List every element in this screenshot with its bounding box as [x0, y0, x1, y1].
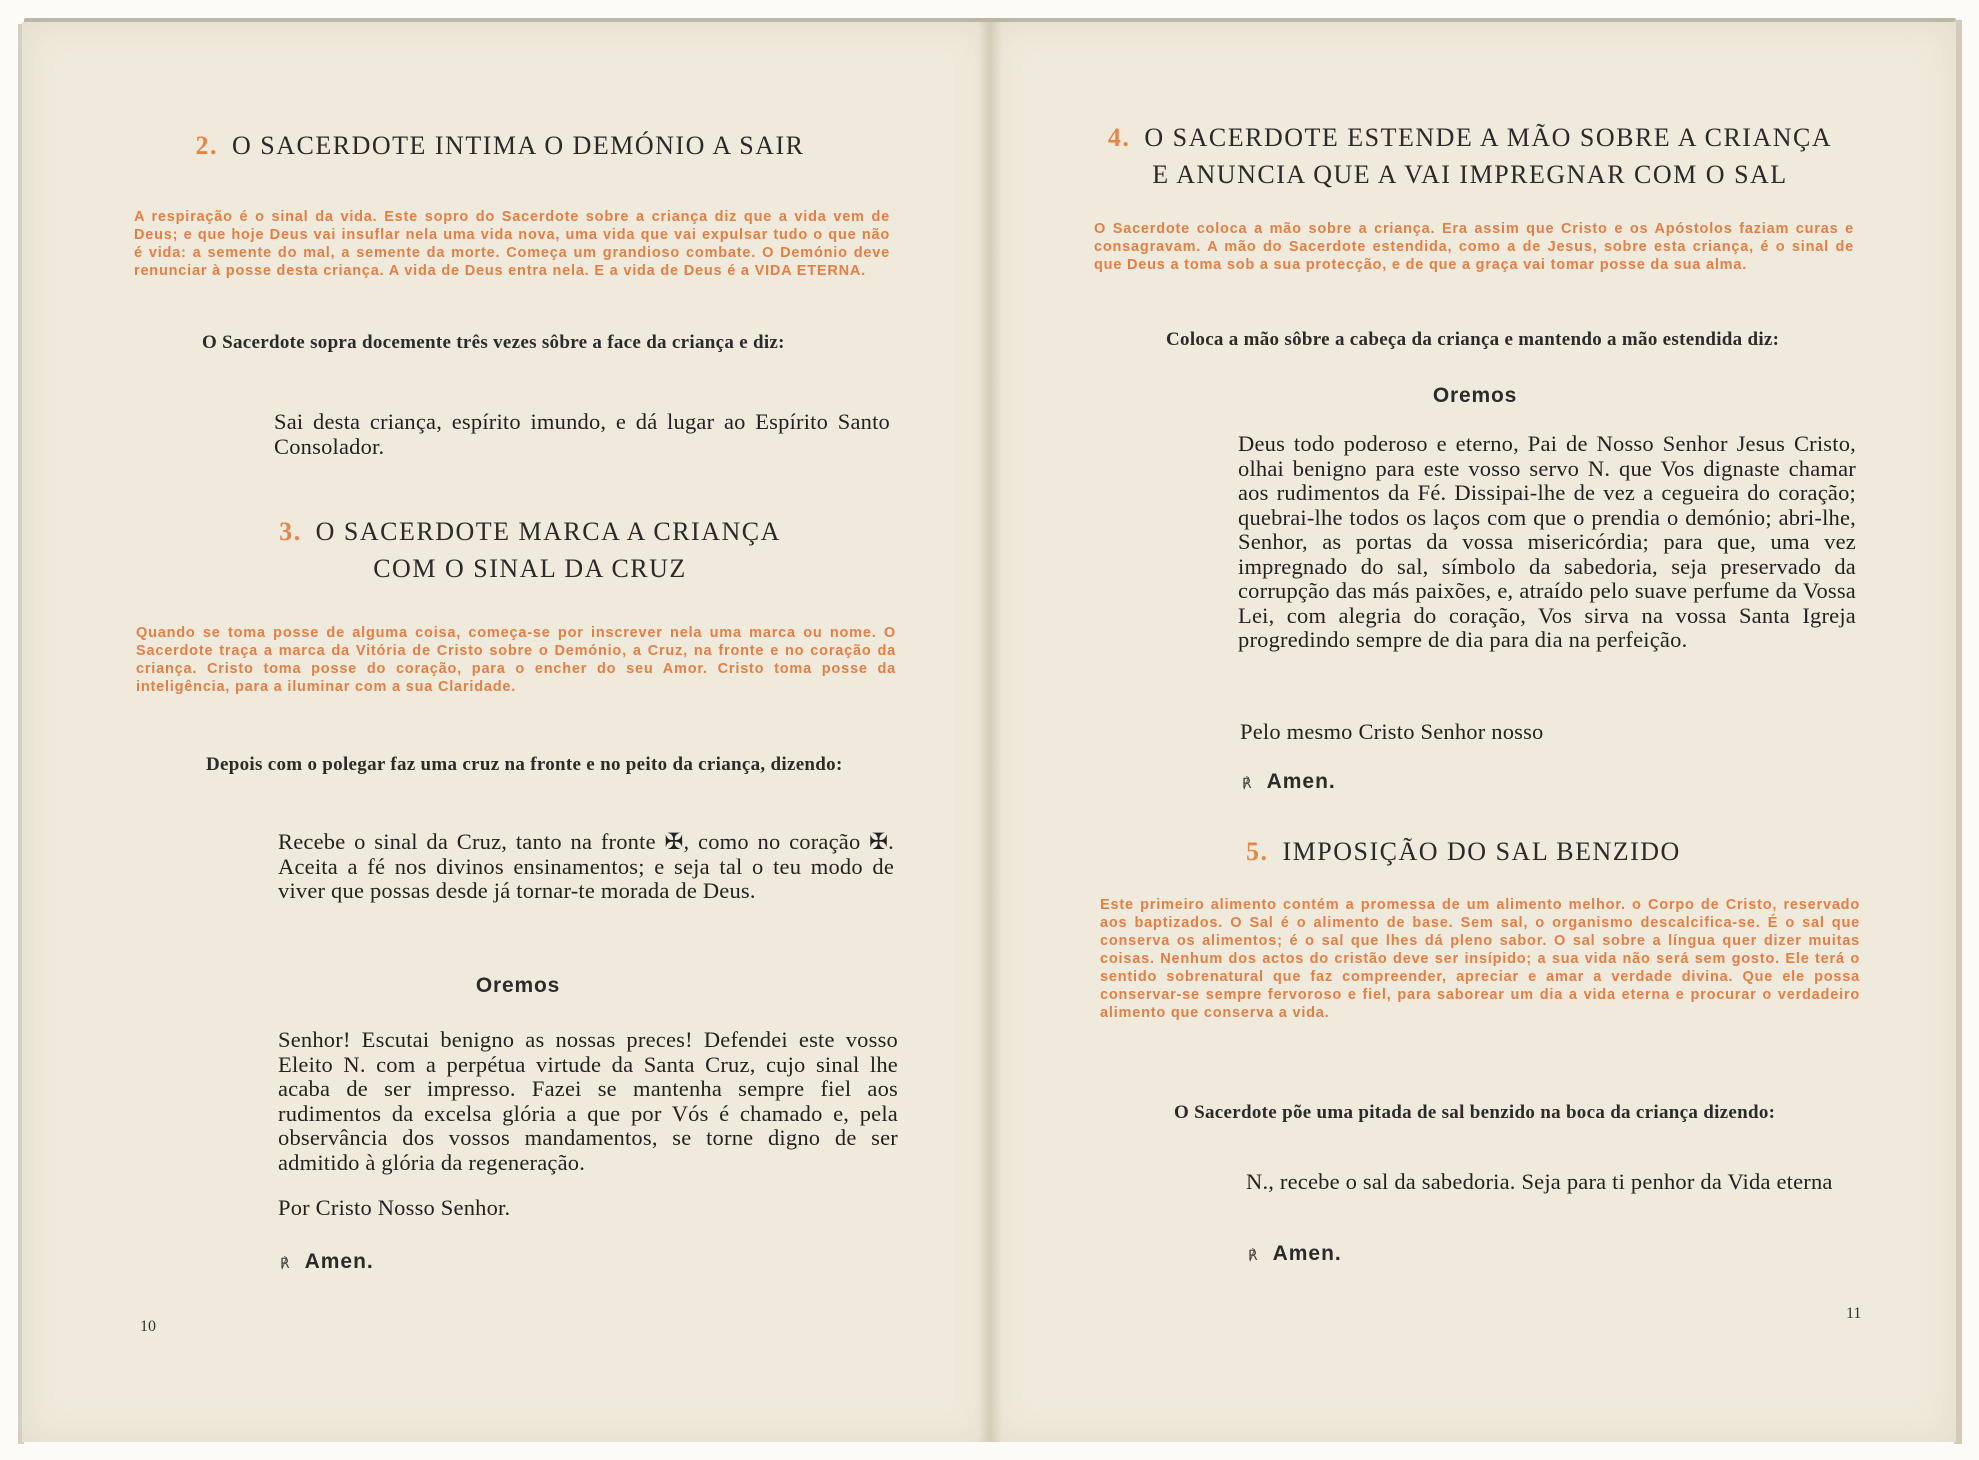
response-symbol: ℟	[1248, 1248, 1259, 1264]
section-3-number: 3.	[279, 517, 302, 546]
section-5-response	[1248, 1242, 1342, 1266]
section-4-closing: Pelo mesmo Cristo Senhor nosso	[1240, 719, 1544, 744]
section-4-commentary: O Sacerdote coloca a mão sobre a criança. Era assim que Cristo e os Apóstolos faziam curas e consagravam. A mão do Sacerdote estendida, como a de Jesus, sobre esta criança, é o sinal de que Deus a toma sob a sua protecção, e de que a graça vai tomar posse da sua alma.	[1094, 221, 1854, 273]
section-3-response	[280, 1250, 374, 1274]
left-page-number: 10	[140, 1318, 156, 1335]
section-3-heading	[230, 514, 830, 586]
section-4-rubric: Coloca a mão sôbre a cabeça da criança e mantendo a mão estendida diz:	[1166, 329, 1780, 350]
section-5-amen: Amen.	[1272, 1242, 1342, 1265]
section-4-response	[1242, 770, 1336, 794]
section-4-title-line1: 4. O SACERDOTE ESTENDE A MÃO SOBRE A CRIANÇA	[1107, 123, 1833, 152]
section-5-commentary: Este primeiro alimento contém a promessa de um alimento melhor. o Corpo de Cristo, reservado aos baptizados. O Sal é o alimento de base. Sem sal, o organismo descalcifica-se. É o sal que conserva os alimentos; é o sal que lhes dá pleno sabor. O sal sobre a língua quer dizer muitas coisas. Nenhum dos actos do cristão deve ser insípido; a sua vida não será sem gosto. Ele terá o sentido sobrenatural que faz compreender, apreciar e amar a verdade divina. Que ele possa conservar-se sempre fervoroso e fiel, para saborear um dia a vida eterna e procurar o verdadeiro alimento que conserva a vida.	[1100, 897, 1860, 1021]
right-page-number: 11	[1846, 1305, 1862, 1322]
section-4-oremos-heading: Oremos	[1432, 384, 1518, 407]
section-4-number: 4.	[1107, 123, 1131, 152]
section-3-closing: Por Cristo Nosso Senhor.	[278, 1195, 511, 1220]
response-symbol: ℟	[1242, 776, 1253, 792]
section-2-title: O SACERDOTE INTIMA O DEMÓNIO A SAIR	[231, 131, 805, 160]
section-4-amen: Amen.	[1266, 770, 1336, 793]
section-5-title: IMPOSIÇÃO DO SAL BENZIDO	[1282, 837, 1681, 866]
book-gutter	[978, 22, 1002, 1442]
section-2-number: 2.	[195, 131, 218, 160]
section-5-heading	[1246, 834, 1766, 869]
section-3-prayer: Recebe o sinal da Cruz, tanto na fronte ✠, como no coração ✠. Aceita a fé nos divinos ensinamentos; e seja tal o teu modo de viver que possas desde já tornar-te morada de Deus.	[278, 829, 894, 903]
section-4-heading	[1070, 120, 1870, 192]
section-2-prayer: Sai desta criança, espírito imundo, e dá lugar ao Espírito Santo Consolador.	[274, 409, 890, 459]
response-symbol: ℟	[280, 1256, 291, 1272]
section-3-oremos-prayer: Senhor! Escutai benigno as nossas preces! Defendei este vosso Eleito N. com a perpétua virtude da Santa Cruz, cujo sinal lhe acaba de ser impresso. Fazei se mantenha sempre fiel aos rudimentos da excelsa glória a que por Vós é chamado e, pela observância dos vossos mandamentos, se torne digno de ser admitido à glória da regeneração.	[278, 1027, 898, 1175]
section-2-rubric: O Sacerdote sopra docemente três vezes sôbre a face da criança e diz:	[202, 332, 785, 353]
section-5-rubric: O Sacerdote põe uma pitada de sal benzido na boca da criança dizendo:	[1174, 1102, 1776, 1123]
section-3-title-line2: COM O SINAL DA CRUZ	[373, 554, 687, 583]
section-4-title-line2: E ANUNCIA QUE A VAI IMPREGNAR COM O SAL	[1152, 160, 1788, 189]
section-2-heading	[140, 128, 860, 163]
section-3-amen: Amen.	[304, 1250, 374, 1273]
section-5-number: 5.	[1246, 837, 1269, 866]
section-3-commentary: Quando se toma posse de alguma coisa, começa-se por inscrever nela uma marca ou nome. O Sacerdote traça a marca da Vitória de Cristo sobre o Demónio, a Cruz, na fronte e no coração da criança. Cristo toma posse do coração, para o encher do seu Amor. Cristo toma posse da inteligência, para a iluminar com a sua Claridade.	[136, 625, 896, 695]
section-3-oremos-heading: Oremos	[475, 974, 561, 997]
section-3-rubric: Depois com o polegar faz uma cruz na fronte e no peito da criança, dizendo:	[206, 754, 843, 775]
section-4-prayer: Deus todo poderoso e eterno, Pai de Nosso Senhor Jesus Cristo, olhai benigno para este vosso servo N. que Vos dignaste chamar aos rudimentos da Fé. Dissipai-lhe de vez a cegueira do coração; quebrai-lhe todos os laços com que o prendia o demónio; abri-lhe, Senhor, as portas da vossa misericórdia; para que, uma vez impregnado do sal, símbolo da sabedoria, seja preservado da corrupção das más paixões, e, atraído pelo suave perfume da Vossa Lei, com alegria do coração, Vos sirva na vossa Santa Igreja progredindo sempre de dia para dia na perfeição.	[1238, 431, 1856, 652]
section-5-prayer: N., recebe o sal da sabedoria. Seja para ti penhor da Vida eterna	[1246, 1169, 1833, 1194]
section-2-commentary: A respiração é o sinal da vida. Este sopro do Sacerdote sobre a criança diz que a vida vem de Deus; e que hoje Deus vai insuflar nela uma vida nova, uma vida que vai expulsar tudo o que não é vida: a semente do mal, a semente da morte. Começa um grandioso combate. O Demónio deve renunciar à posse desta criança. A vida de Deus entra nela. E a vida de Deus é a VIDA ETERNA.	[134, 209, 890, 279]
section-3-title-line1: 3. O SACERDOTE MARCA A CRIANÇA	[279, 517, 781, 546]
